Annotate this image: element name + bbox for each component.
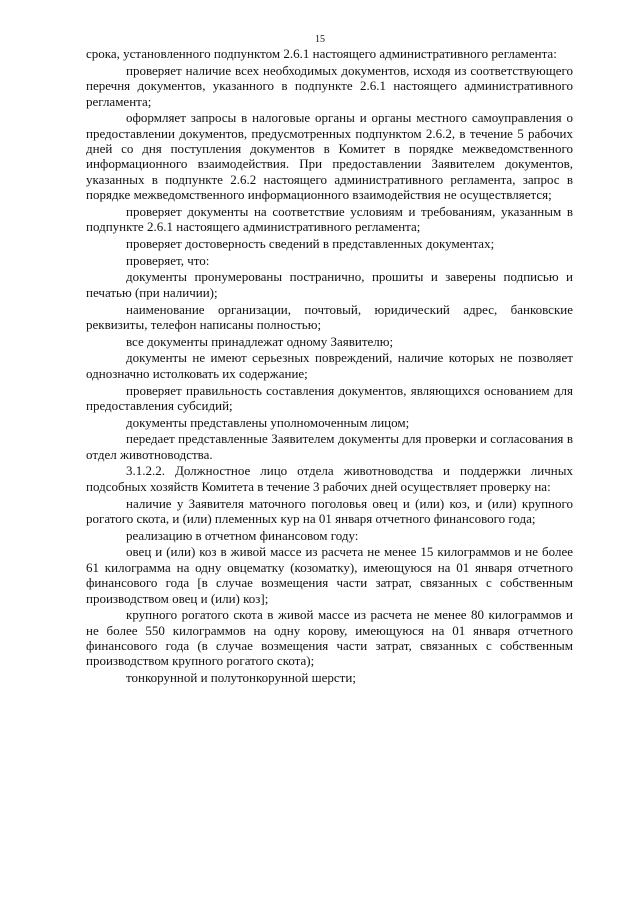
paragraph-authorized-person: документы представлены уполномоченным лицом; <box>126 414 410 430</box>
paragraph-single-applicant: все документы принадлежат одному Заявителю; <box>126 333 394 349</box>
paragraph-no-damage: документы не имеют серьезных повреждений, наличие которых не позволяет однозначно истолковать их содержание; <box>86 350 573 381</box>
paragraph-checks-that: проверяет, что: <box>126 252 210 268</box>
paragraph-check-documents: проверяет наличие всех необходимых документов, исходя из соответствующего перечня документов, указанного в подпункте 2.6.1 настоящего административного регламента; <box>86 62 573 109</box>
paragraph-numbered: документы пронумерованы постранично, прошиты и заверены подписью и печатью (при наличии); <box>86 269 573 300</box>
paragraph-check-reliability: проверяет достоверность сведений в представленных документах; <box>126 236 495 252</box>
paragraph-livestock: наличие у Заявителя маточного поголовья овец и (или) коз, и (или) крупного рогатого скота, и (или) племенных кур на 01 января отчетного финансового года; <box>86 495 573 526</box>
paragraph-section-3-1-2-2: 3.1.2.2. Должностное лицо отдела животноводства и поддержки личных подсобных хозяйств Комитета в течение 3 рабочих дней осуществляет проверку на: <box>86 463 573 494</box>
paragraph-requests: оформляет запросы в налоговые органы и органы местного самоуправления о предоставлении документов, предусмотренных подпунктом 2.6.2, в течение 5 рабочих дней со дня поступления документов в Комитет в порядке межведомственного информационного взаимодействия. При предоставлении Заявителем документов, указанных в подпункте 2.6.2 настоящего административного регламента, запрос в порядке межведомственного информационного взаимодействия не осуществляется; <box>86 110 573 203</box>
paragraph-sales: реализацию в отчетном финансовом году: <box>126 527 359 543</box>
document-body <box>86 46 573 686</box>
paragraph-sheep-goats: овец и (или) коз в живой массе из расчета не менее 15 килограммов и не более 61 килограмма на одну овцематку (козоматку), имеющуюся на 01 января отчетного финансового года [в случае возмещения части затрат, связанных с собственным производством овец и (или) коз]; <box>86 544 573 606</box>
paragraph-transfer: передает представленные Заявителем документы для проверки и согласования в отдел животноводства. <box>86 431 573 462</box>
paragraph-wool: тонкорунной и полутонкорунной шерсти; <box>126 670 356 686</box>
paragraph-check-conditions: проверяет документы на соответствие условиям и требованиям, указанным в подпункте 2.6.1 настоящего административного регламента; <box>86 203 573 235</box>
page-number: 15 <box>315 34 325 45</box>
paragraph-organization-name: наименование организации, почтовый, юридический адрес, банковские реквизиты, телефон написаны полностью; <box>86 301 573 332</box>
paragraph-continuation: срока, установленного подпунктом 2.6.1 настоящего административного регламента: <box>86 46 557 61</box>
paragraph-cattle: крупного рогатого скота в живой массе из расчета не менее 80 килограммов и не более 550 килограммов на одну корову, имеющуюся на 01 января отчетного финансового года (в случае возмещения части затрат, связанных с собственным производством крупного рогатого скота); <box>86 607 573 669</box>
paragraph-correctness: проверяет правильность составления документов, являющихся основанием для предоставления субсидий; <box>86 382 573 413</box>
